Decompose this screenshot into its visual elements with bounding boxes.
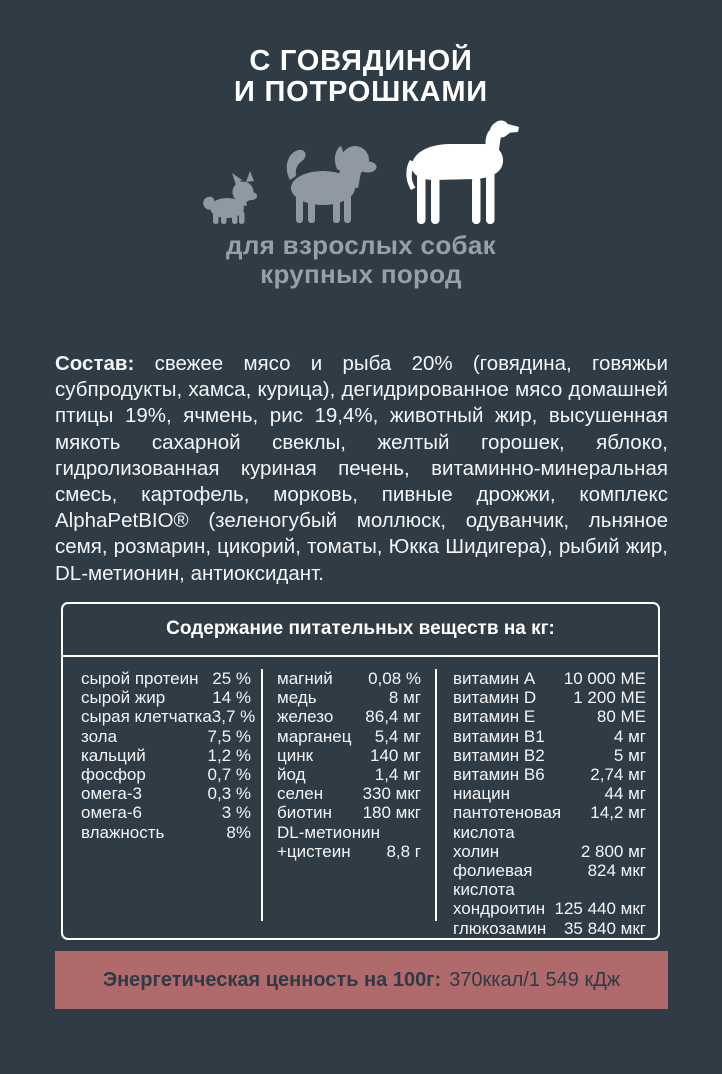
nutrient-value: 8,8 г bbox=[386, 841, 421, 861]
nutrient-value: 140 мг bbox=[370, 745, 421, 765]
nutrient-value: 0,08 % bbox=[368, 669, 421, 688]
nutrient-name: селен bbox=[277, 784, 324, 804]
subtitle-line-1: для взрослых собак bbox=[226, 230, 496, 260]
nutrient-value: 5 мг bbox=[613, 745, 646, 765]
nutrient-row bbox=[277, 746, 421, 765]
nutrient-value: 44 мг bbox=[604, 784, 646, 804]
nutrient-name: фолиевая bbox=[453, 861, 533, 881]
nutrient-name: холин bbox=[453, 841, 500, 861]
nutrient-name: витамин E bbox=[453, 707, 536, 727]
nutrient-row bbox=[277, 707, 421, 726]
nutrient-name: хондроитин bbox=[453, 899, 546, 919]
nutrient-row bbox=[453, 746, 646, 765]
nutrient-name: глюкозамин bbox=[453, 918, 547, 938]
nutrient-value: 25 % bbox=[212, 669, 251, 688]
nutrient-row bbox=[453, 919, 646, 938]
title-line-1: С ГОВЯДИНОЙ bbox=[249, 45, 473, 77]
energy-value: 370ккал/1 549 кДж bbox=[449, 968, 621, 991]
nutrient-row bbox=[453, 765, 646, 784]
nutrient-row bbox=[81, 746, 251, 765]
nutrient-name: влажность bbox=[81, 822, 165, 842]
composition-paragraph bbox=[55, 351, 668, 587]
nutrient-row bbox=[453, 861, 646, 880]
nutrient-value: 3 % bbox=[221, 803, 251, 823]
subtitle-line-2: крупных пород bbox=[260, 259, 462, 289]
nutrient-row bbox=[81, 688, 251, 707]
energy-label: Энергетическая ценность на 100г: bbox=[102, 968, 442, 991]
nutrient-row bbox=[277, 765, 421, 784]
nutrient-value: 4 мг bbox=[613, 726, 646, 746]
small-dog-icon bbox=[200, 170, 258, 224]
nutrient-value: 180 мкг bbox=[362, 803, 421, 823]
nutrient-row bbox=[277, 784, 421, 803]
nutrient-name: витамин A bbox=[453, 669, 536, 688]
dog-size-illustration bbox=[0, 116, 722, 224]
nutrient-row bbox=[453, 823, 646, 842]
nutrient-name: железо bbox=[277, 707, 334, 727]
nutrient-row bbox=[277, 727, 421, 746]
nutrient-row bbox=[81, 727, 251, 746]
nutrient-name: магний bbox=[277, 669, 333, 688]
nutrient-name: омега-3 bbox=[81, 784, 142, 804]
nutrient-name: фосфор bbox=[81, 765, 146, 785]
nutrient-row bbox=[453, 688, 646, 707]
nutrient-value: 1 200 МЕ bbox=[573, 688, 646, 708]
nutrient-value: 8% bbox=[226, 822, 251, 842]
nutrient-value: 14,2 мг bbox=[590, 803, 646, 823]
nutrient-name: цинк bbox=[277, 745, 314, 765]
energy-value-bar bbox=[55, 951, 668, 1009]
nutrient-value: 330 мкг bbox=[362, 784, 421, 804]
nutrient-row bbox=[453, 727, 646, 746]
nutrient-value: 35 840 мкг bbox=[563, 918, 646, 938]
nutrient-row bbox=[277, 842, 421, 861]
nutrition-table-title: Содержание питательных веществ на кг: bbox=[63, 604, 658, 657]
nutrient-name: DL-метионин bbox=[277, 822, 380, 842]
nutrient-name: сырой жир bbox=[81, 688, 166, 708]
nutrient-row bbox=[453, 669, 646, 688]
nutrient-row bbox=[453, 842, 646, 861]
nutrition-table bbox=[61, 602, 660, 940]
nutrient-value: 0,7 % bbox=[207, 765, 251, 785]
nutrient-value: 2,74 мг bbox=[590, 765, 646, 785]
nutrient-row bbox=[453, 880, 646, 899]
nutrient-name: витамин B2 bbox=[453, 745, 545, 765]
nutrient-name: медь bbox=[277, 688, 317, 708]
nutrient-value: 2 800 мг bbox=[580, 841, 646, 861]
nutrient-name: +цистеин bbox=[277, 841, 351, 861]
nutrient-row bbox=[277, 803, 421, 822]
nutrient-row bbox=[277, 669, 421, 688]
nutrient-value: 7,5 % bbox=[207, 726, 251, 746]
nutrient-name: биотин bbox=[277, 803, 332, 823]
nutrient-row bbox=[81, 784, 251, 803]
nutrient-value: 8 мг bbox=[388, 688, 421, 708]
nutrient-name: витамин D bbox=[453, 688, 537, 708]
nutrient-row bbox=[453, 784, 646, 803]
subtitle bbox=[0, 231, 722, 289]
nutrient-value: 14 % bbox=[212, 688, 251, 708]
nutrient-value: 0,3 % bbox=[207, 784, 251, 804]
nutrient-value: 10 000 МЕ bbox=[563, 669, 646, 688]
nutrient-row bbox=[453, 899, 646, 918]
nutrient-name: зола bbox=[81, 726, 118, 746]
nutrition-column-minerals bbox=[263, 667, 435, 861]
nutrient-name: кальций bbox=[81, 745, 146, 765]
nutrient-name: пантотеновая bbox=[453, 803, 562, 823]
nutrient-row bbox=[453, 803, 646, 822]
nutrient-value: 5,4 мг bbox=[374, 726, 421, 746]
nutrient-name: йод bbox=[277, 765, 306, 785]
page-title bbox=[0, 46, 722, 108]
nutrient-row bbox=[81, 669, 251, 688]
nutrient-name: витамин B1 bbox=[453, 726, 545, 746]
medium-dog-icon bbox=[278, 132, 378, 224]
large-dog-icon bbox=[398, 118, 522, 224]
nutrient-name: витамин B6 bbox=[453, 765, 545, 785]
nutrient-name: ниацин bbox=[453, 784, 510, 804]
nutrient-row bbox=[453, 707, 646, 726]
nutrient-row bbox=[81, 823, 251, 842]
nutrition-column-vitamins bbox=[437, 667, 658, 938]
nutrient-row bbox=[81, 803, 251, 822]
nutrient-value: 125 440 мкг bbox=[554, 899, 646, 919]
nutrient-value: 86,4 мг bbox=[365, 707, 421, 727]
nutrient-value: 1,2 % bbox=[207, 745, 251, 765]
nutrient-name: кислота bbox=[453, 822, 515, 842]
nutrient-row bbox=[81, 765, 251, 784]
nutrient-row bbox=[81, 707, 256, 727]
composition-text: свежее мясо и рыба 20% (говядина, говяжьи субпродукты, хамса, курица), дегидрированное мясо домашней птицы 19%, ячмень, рис 19,4%, животный жир, высушенная мякоть сахарной свеклы, желтый горошек, яблоко, гидролизованная куриная печень, витаминно-минеральная смесь, картофель, морковь, пивные дрожжи, комплекс AlphaPetBIO® (зеленогубый моллюск, одуванчик, льняное семя, розмарин, цикорий, томаты, Юкка Шидигера), рыбий жир, DL-метионин, антиоксидант. bbox=[55, 352, 668, 585]
nutrient-value: 3,7 % bbox=[211, 707, 256, 727]
nutrient-value: 824 мкг bbox=[587, 861, 646, 881]
nutrient-name: сырой протеин bbox=[81, 669, 199, 688]
nutrition-column-analysis bbox=[63, 667, 261, 842]
nutrient-row bbox=[277, 823, 421, 842]
nutrient-name: омега-6 bbox=[81, 803, 142, 823]
composition-label: Состав: bbox=[55, 352, 135, 375]
nutrient-name: кислота bbox=[453, 880, 515, 900]
nutrition-table-body bbox=[63, 657, 658, 938]
nutrient-value: 80 МЕ bbox=[596, 707, 646, 727]
nutrient-row bbox=[277, 688, 421, 707]
nutrient-name: сырая клетчатка bbox=[81, 707, 212, 727]
title-line-2: И ПОТРОШКАМИ bbox=[234, 76, 488, 108]
nutrient-value: 1,4 мг bbox=[374, 765, 421, 785]
nutrient-name: марганец bbox=[277, 726, 352, 746]
